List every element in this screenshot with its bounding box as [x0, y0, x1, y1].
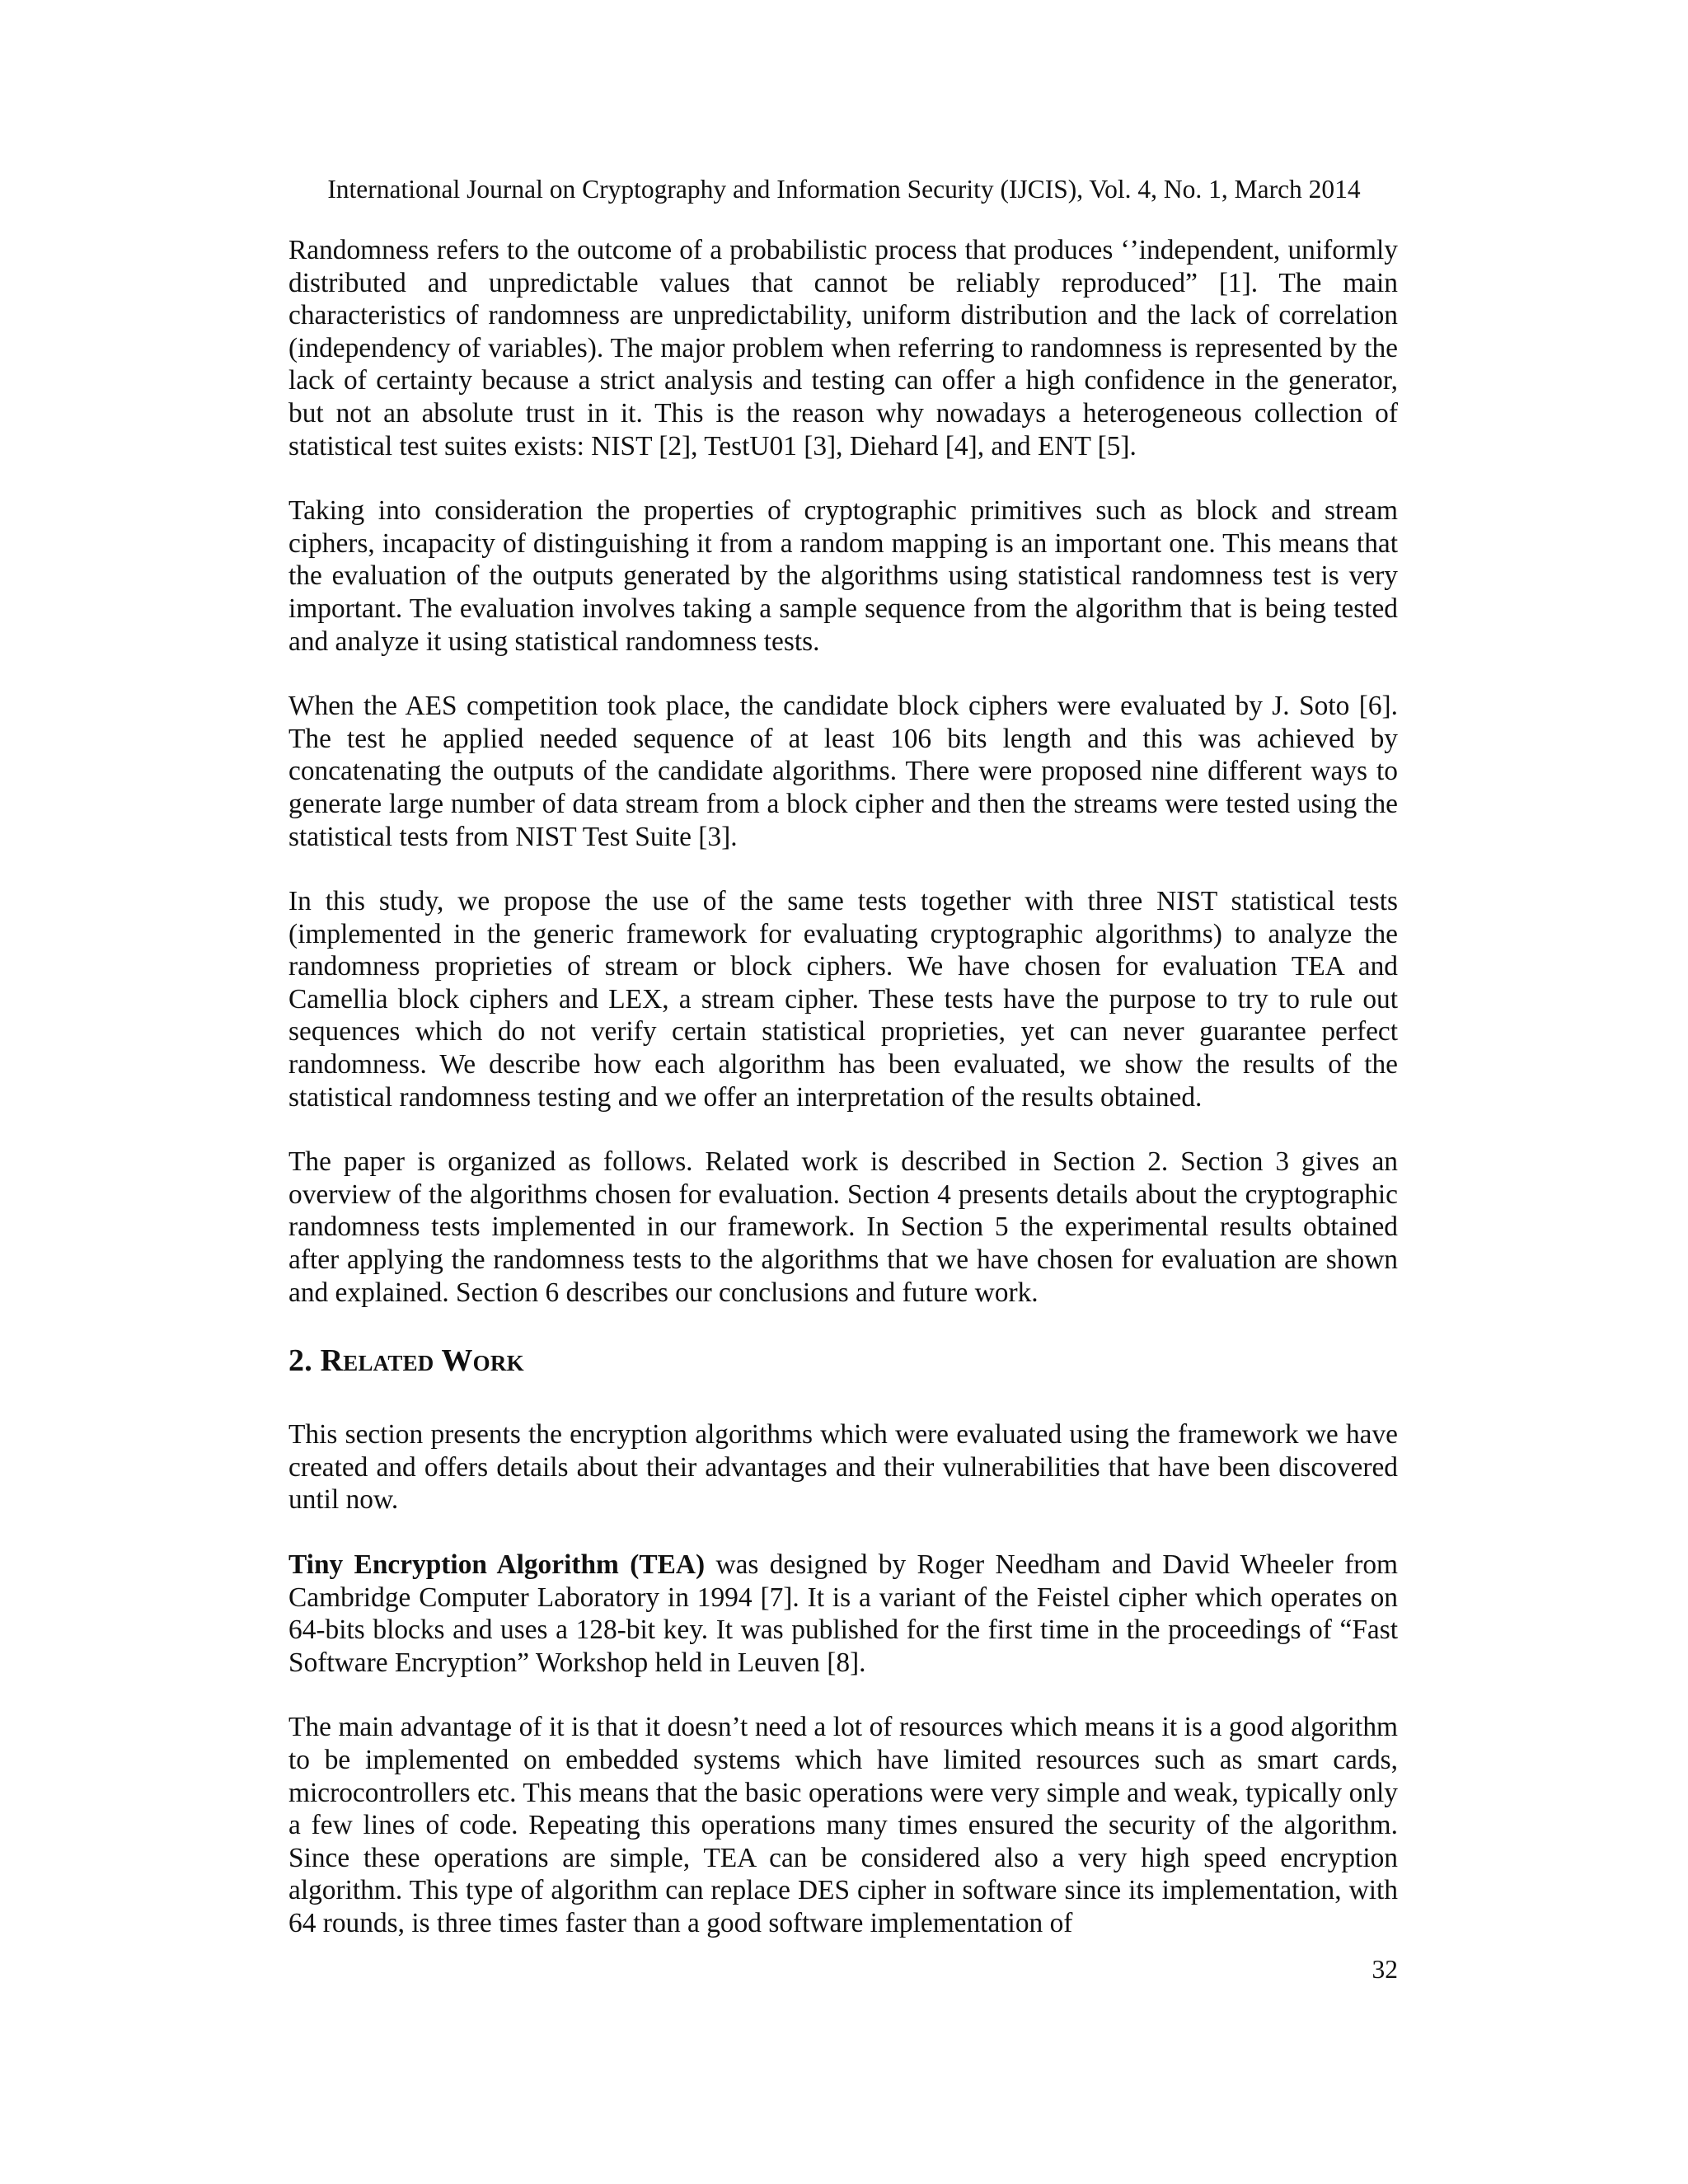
body-text — [288, 234, 1398, 1972]
paragraph-cryptographic-primitives: Taking into consideration the properties of cryptographic primitives such as block and stream ciphers, incapacity of distinguishing it from a random mapping is an important one. This means that the evaluation of the outputs generated by the algorithms using statistical randomness test is very important. The evaluation involves taking a sample sequence from the algorithm that is being tested and analyze it using statistical randomness tests. — [288, 495, 1398, 657]
section-heading-related-work: 2. Related Work — [288, 1343, 524, 1379]
paragraph-paper-organization: The paper is organized as follows. Related work is described in Section 2. Section 3 gives an overview of the algorithms chosen for evaluation. Section 4 presents details about the cryptographic randomness tests implemented in our framework. In Section 5 the experimental results obtained after applying the randomness tests to the algorithms that we have chosen for evaluation are shown and explained. Section 6 describes our conclusions and future work. — [288, 1146, 1398, 1308]
page-number: 32 — [1372, 1955, 1398, 1984]
paragraph-tea-advantages: The main advantage of it is that it doesn’t need a lot of resources which means it is a good algorithm to be implemented on embedded systems which have limited resources such as smart cards, microcontrollers etc. This means that the basic operations were very simple and weak, typically only a few lines of code. Repeating this operations many times ensured the security of the algorithm. Since these operations are simple, TEA can be considered also a very high speed encryption algorithm. This type of algorithm can replace DES cipher in software since its implementation, with 64 rounds, is three times faster than a good software implementation of — [288, 1712, 1398, 1938]
paragraph-tea-intro-text: was designed by Roger Needham and David Wheeler from Cambridge Computer Laboratory in 1994 [7]. It is a variant of the Feistel cipher which operates on 64-bits blocks and uses a 128-bit key. It was published for the first time in the proceedings of “Fast Software Encryption” Workshop held in Leuven [8]. — [288, 1549, 1398, 1678]
running-header: International Journal on Cryptography and Information Security (IJCIS), Vol. 4, No. 1, March 2014 — [327, 175, 1361, 204]
term-tea: Tiny Encryption Algorithm (TEA) — [288, 1549, 706, 1580]
paragraph-randomness-definition: Randomness refers to the outcome of a probabilistic process that produces ‘’independent, uniformly distributed and unpredictable values that cannot be reliably reproduced” [1]. The main characteristics of randomness are unpredictability, uniform distribution and the lack of correlation (independency of variables). The major problem when referring to randomness is represented by the lack of certainty because a strict analysis and testing can offer a high confidence in the generator, but not an absolute trust in it. This is the reason why nowadays a heterogeneous collection of statistical test suites exists: NIST [2], TestU01 [3], Diehard [4], and ENT [5]. — [288, 235, 1398, 462]
paragraph-study-proposal: In this study, we propose the use of the same tests together with three NIST statistical tests (implemented in the generic framework for evaluating cryptographic algorithms) to analyze the randomness proprieties of stream or block ciphers. We have chosen for evaluation TEA and Camellia block ciphers and LEX, a stream cipher. These tests have the purpose to try to rule out sequences which do not verify certain statistical proprieties, yet can never guarantee perfect randomness. We describe how each algorithm has been evaluated, we show the results of the statistical randomness testing and we offer an interpretation of the results obtained. — [288, 886, 1398, 1113]
paragraph-section-overview: This section presents the encryption algorithms which were evaluated using the framework we have created and offers details about their advantages and their vulnerabilities that have been discovered until now. — [288, 1419, 1398, 1516]
paragraph-aes-competition: When the AES competition took place, the candidate block ciphers were evaluated by J. Soto [6]. The test he applied needed sequence of at least 106 bits length and this was achieved by concatenating the outputs of the candidate algorithms. There were proposed nine different ways to generate large number of data stream from a block cipher and then the streams were tested using the statistical tests from NIST Test Suite [3]. — [288, 691, 1398, 852]
paragraph-tea-intro — [288, 1549, 1398, 1679]
